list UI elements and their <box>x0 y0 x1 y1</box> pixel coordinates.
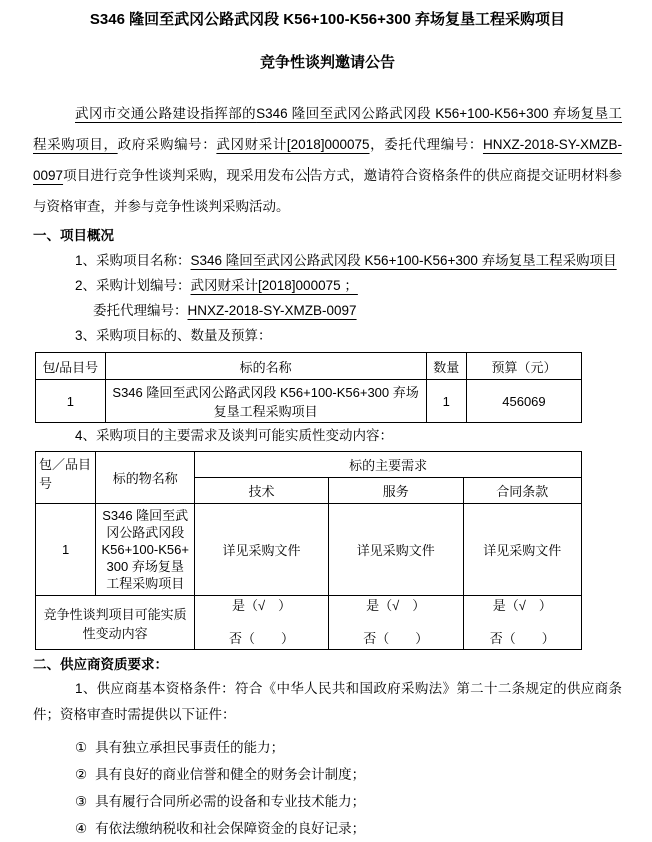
demand-cell-tech: 详见采购文件 <box>195 504 329 596</box>
budget-table-header-name: 标的名称 <box>105 353 426 380</box>
intro-tail-2: 告方式，邀请符合资格条件的供应商提交证明材料参与资格审查，并参与竞争性谈判采购活动。 <box>33 168 623 214</box>
budget-table-header-package: 包/品目号 <box>36 353 106 380</box>
demand-subheader-contract: 合同条款 <box>463 478 581 504</box>
item-project-name-value: S346 隆回至武冈公路武冈段 K56+100-K56+300 弃场复垦工程采购项目 <box>190 253 617 268</box>
demand-table-header-row1 <box>36 452 582 478</box>
budget-cell-quantity: 1 <box>426 380 466 423</box>
qualification-conditions-list <box>33 734 622 842</box>
condition-3-text: 具有履行合同所必需的设备和专业技术能力； <box>95 794 366 809</box>
project-name: S346 隆回至武冈公路武冈段 K56+100-K56+300 弃场复垦工程采购项目， <box>33 106 622 152</box>
condition-2-text: 具有良好的商业信誉和健全的财务会计制度； <box>95 767 366 782</box>
gov-procurement-no: 武冈财采计[2018]000075 <box>216 137 370 152</box>
budget-table <box>35 352 582 423</box>
purchaser-name: 武冈市交通公路建设指挥部的 <box>75 106 257 121</box>
item-subject-quantity-budget: 3、采购项目标的、数量及预算： <box>75 328 272 343</box>
condition-2-number: ② <box>75 767 88 782</box>
demand-cell-service: 详见采购文件 <box>328 504 463 596</box>
substantive-change-tech-no: 否（ ） <box>229 631 295 646</box>
substantive-change-service <box>328 596 463 650</box>
condition-item-2 <box>33 761 622 788</box>
demand-table-row <box>36 504 582 596</box>
item-agency-no <box>33 298 622 323</box>
agency-no-label: ，委托代理编号： <box>369 137 483 152</box>
demand-header-main-demand: 标的主要需求 <box>195 452 582 478</box>
condition-1-text: 具有独立承担民事责任的能力； <box>95 740 285 755</box>
budget-cell-budget: 456069 <box>466 380 581 423</box>
document-title-line1: S346 隆回至武冈公路武冈段 K56+100-K56+300 弃场复垦工程采购项目 <box>89 11 566 28</box>
demand-header-package: 包／品目号 <box>36 452 96 504</box>
condition-item-3 <box>33 788 622 815</box>
substantive-change-contract-no: 否（ ） <box>489 631 555 646</box>
budget-cell-package-no: 1 <box>36 380 106 423</box>
substantive-change-tech <box>195 596 329 650</box>
supplier-basic-qualification: 1、供应商基本资格条件：符合《中华人民共和国政府采购法》第二十二条规定的供应商条件；资格审查时需提供以下证件： <box>33 681 622 722</box>
budget-table-header-row <box>36 353 582 380</box>
section2-heading: 二、供应商资质要求： <box>33 657 168 672</box>
demand-table <box>35 451 582 650</box>
substantive-change-contract-yes: 是（√ ） <box>492 598 552 613</box>
condition-item-4 <box>33 815 622 842</box>
item-main-demand: 4、采购项目的主要需求及谈判可能实质性变动内容： <box>75 428 394 443</box>
item-plan-no-value: 武冈财采计[2018]000075 ； <box>190 278 358 293</box>
demand-cell-package-no: 1 <box>36 504 96 596</box>
item-plan-no <box>33 273 622 298</box>
section1-heading: 一、项目概况 <box>33 228 114 243</box>
budget-table-header-quantity: 数量 <box>426 353 466 380</box>
condition-3-number: ③ <box>75 794 88 809</box>
substantive-change-label: 竞争性谈判项目可能实质性变动内容 <box>36 596 195 650</box>
item-agency-no-label: 委托代理编号： <box>93 303 188 318</box>
intro-paragraph <box>33 98 622 222</box>
substantive-change-service-no: 否（ ） <box>363 631 429 646</box>
document-title-line2: 竞争性谈判邀请公告 <box>259 54 395 71</box>
condition-item-1 <box>33 734 622 761</box>
budget-table-row <box>36 380 582 423</box>
substantive-change-tech-yes: 是（√ ） <box>231 598 292 613</box>
demand-subheader-tech: 技术 <box>195 478 329 504</box>
intro-tail-1: 项目进行竞争性谈判采购，现采用发布公 <box>63 168 309 183</box>
demand-cell-subject: S346 隆回至武冈公路武冈段 K56+100-K56+300 弃场复垦工程采购项目 <box>96 504 195 596</box>
demand-header-subject: 标的物名称 <box>96 452 195 504</box>
budget-cell-name: S346 隆回至武冈公路武冈段 K56+100-K56+300 弃场复垦工程采购项目 <box>105 380 426 423</box>
item-agency-no-value: HNXZ-2018-SY-XMZB-0097 <box>187 303 357 318</box>
item-project-name-label: 1、采购项目名称： <box>75 253 191 268</box>
condition-4-text: 有依法缴纳税收和社会保障资金的良好记录； <box>95 821 366 836</box>
gov-procurement-no-label: 政府采购编号： <box>117 137 217 152</box>
substantive-change-contract <box>463 596 581 650</box>
budget-table-header-budget: 预算（元） <box>466 353 581 380</box>
agency-no: HNXZ-2018-SY-XMZB-0097 <box>33 137 623 183</box>
demand-cell-contract: 详见采购文件 <box>463 504 581 596</box>
substantive-change-row <box>36 596 582 650</box>
condition-1-number: ① <box>75 740 88 755</box>
item-project-name <box>33 248 622 273</box>
condition-4-number: ④ <box>75 821 88 836</box>
substantive-change-service-yes: 是（√ ） <box>366 598 426 613</box>
demand-subheader-service: 服务 <box>328 478 463 504</box>
item-plan-no-label: 2、采购计划编号： <box>75 278 191 293</box>
